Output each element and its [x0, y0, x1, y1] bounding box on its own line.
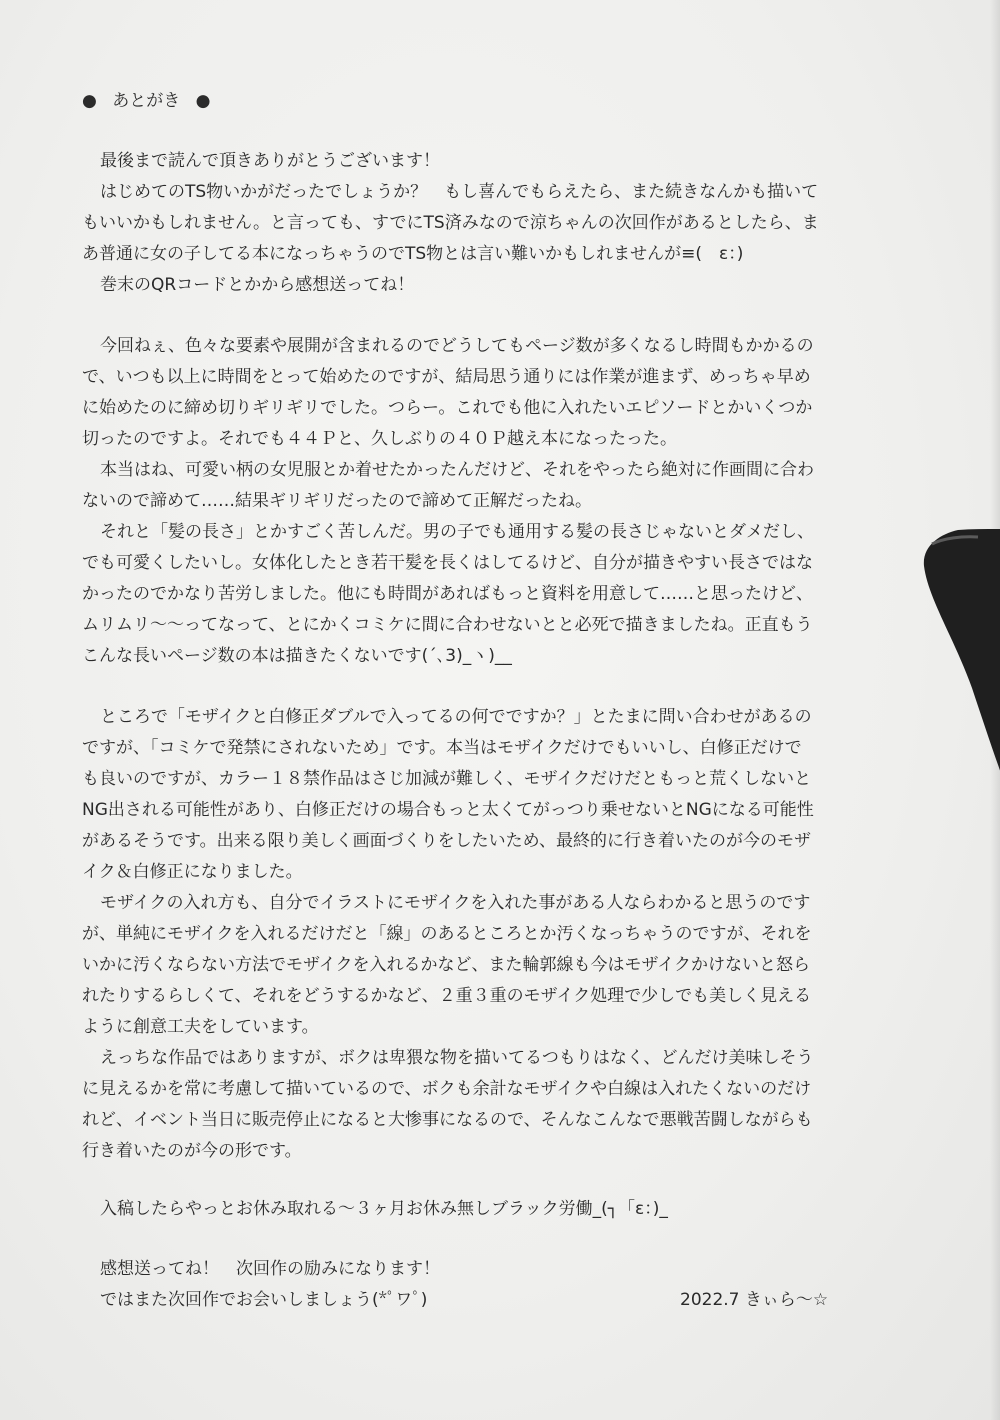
text-line: に見えるかを常に考慮して描いているので、ボクも余計なモザイクや白線は入れたくないのだけ: [82, 1079, 812, 1099]
text-line: 切ったのですよ。それでも４４Ｐと、久しぶりの４０Ｐ越え本になったった。: [82, 429, 677, 449]
text-line: NG出される可能性があり、白修正だけの場合もっと太くてがっつり乗せないとNGになる可能性: [82, 800, 814, 820]
text-line: ではまた次回作でお会いしましょう(*ﾟワﾟ): [100, 1290, 428, 1310]
text-line: もいいかもしれません。と言っても、すでにTS済みなので涼ちゃんの次回作があるとしたら、ま: [82, 213, 819, 233]
text-line: 最後まで読んで頂きありがとうございます！: [100, 151, 440, 171]
text-line: に始めたのに締め切りギリギリでした。つらー。これでも他に入れたいエピソードとかいくつか: [82, 398, 813, 418]
text-line: こんな長いページ数の本は描きたくないです(´､3)_ヽ)__: [82, 646, 512, 666]
text-line: 本当はね、可愛い柄の女児服とか着せたかったんだけど、それをやったら絶対に作画間に合わ: [100, 460, 814, 480]
text-line: でも可愛くしたいし。女体化したとき若干髪を長くはしてるけど、自分が描きやすい長さではな: [82, 553, 813, 573]
text-line: ムリムリ〜〜ってなって、とにかくコミケに間に合わせないとと必死で描きましたね。正直もう: [82, 615, 813, 635]
text-line: れたりするらしくて、それをどうするかなど、２重３重のモザイク処理で少しでも美しく見える: [82, 986, 812, 1006]
bullet-icon: ●: [82, 91, 97, 111]
text-line: ように創意工夫をしています。: [82, 1017, 319, 1037]
text-line: かったのでかなり苦労しました。他にも時間があればもっと資料を用意して……と思ったけど、: [82, 584, 813, 604]
text-line: も良いのですが、カラー１８禁作品はさじ加減が難しく、モザイクだけだともっと荒くしないと: [82, 769, 812, 789]
text-line: 感想送ってね！ 次回作の励みになります！: [100, 1259, 440, 1279]
text-line: 入稿したらやっとお休み取れる〜３ヶ月お休み無しブラック労働_(┐「ε：)_: [100, 1199, 668, 1219]
text-line: イク＆白修正になりました。: [82, 862, 303, 882]
text-line: ところで「モザイクと白修正ダブルで入ってるの何でですか？」とたまに問い合わせがあるの: [100, 707, 812, 727]
text-line: ですが、「コミケで発禁にされないため」です。本当はモザイクだけでもいいし、白修正だけで: [82, 738, 802, 758]
text-line: モザイクの入れ方も、自分でイラストにモザイクを入れた事がある人ならわかると思うのです: [100, 893, 811, 913]
text-line: で、いつも以上に時間をとって始めたのですが、結局思う通りには作業が進まず、めっちゃ早め: [82, 367, 811, 387]
bullet-icon: ●: [195, 91, 211, 111]
text-line: 今回ねぇ、色々な要素や展開が含まれるのでどうしてもページ数が多くなるし時間もかかるの: [100, 336, 814, 356]
ink-blot-decoration: [918, 528, 1000, 778]
text-line: れど、イベント当日に販売停止になると大惨事になるので、そんなこんなで悪戦苦闘しながらも: [82, 1110, 813, 1130]
text-line: いかに汚くならない方法でモザイクを入れるかなど、また輪郭線も今はモザイクかけないと怒ら: [82, 955, 810, 975]
text-line: 行き着いたのが今の形です。: [82, 1141, 302, 1161]
text-line: それと「髪の長さ」とかすごく苦しんだ。男の子でも通用する髪の長さじゃないとダメだし、: [100, 522, 814, 542]
signature-date: 2022.7 きぃら〜☆: [680, 1290, 829, 1310]
heading-title: あとがき: [112, 91, 181, 111]
text-line: えっちな作品ではありますが、ボクは卑猥な物を描いてるつもりはなく、どんだけ美味しそう: [100, 1048, 814, 1068]
text-line: が、単純にモザイクを入れるだけだと「線」のあるところとか汚くなっちゃうのですが、それを: [82, 924, 812, 944]
text-line: ないので諦めて……結果ギリギリだったので諦めて正解だったね。: [82, 491, 592, 511]
afterword-heading: [82, 86, 211, 116]
text-line: があるそうです。出来る限り美しく画面づくりをしたいため、最終的に行き着いたのが今のモザ: [82, 831, 811, 851]
text-line: 巻末のQRコードとかから感想送ってね！: [100, 275, 415, 295]
text-line: あ普通に女の子してる本になっちゃうのでTS物とは言い難いかもしれませんが≡( ε：): [82, 244, 744, 264]
text-line: はじめてのTS物いかがだったでしょうか？ もし喜んでもらえたら、また続きなんかも描いて: [100, 182, 819, 202]
